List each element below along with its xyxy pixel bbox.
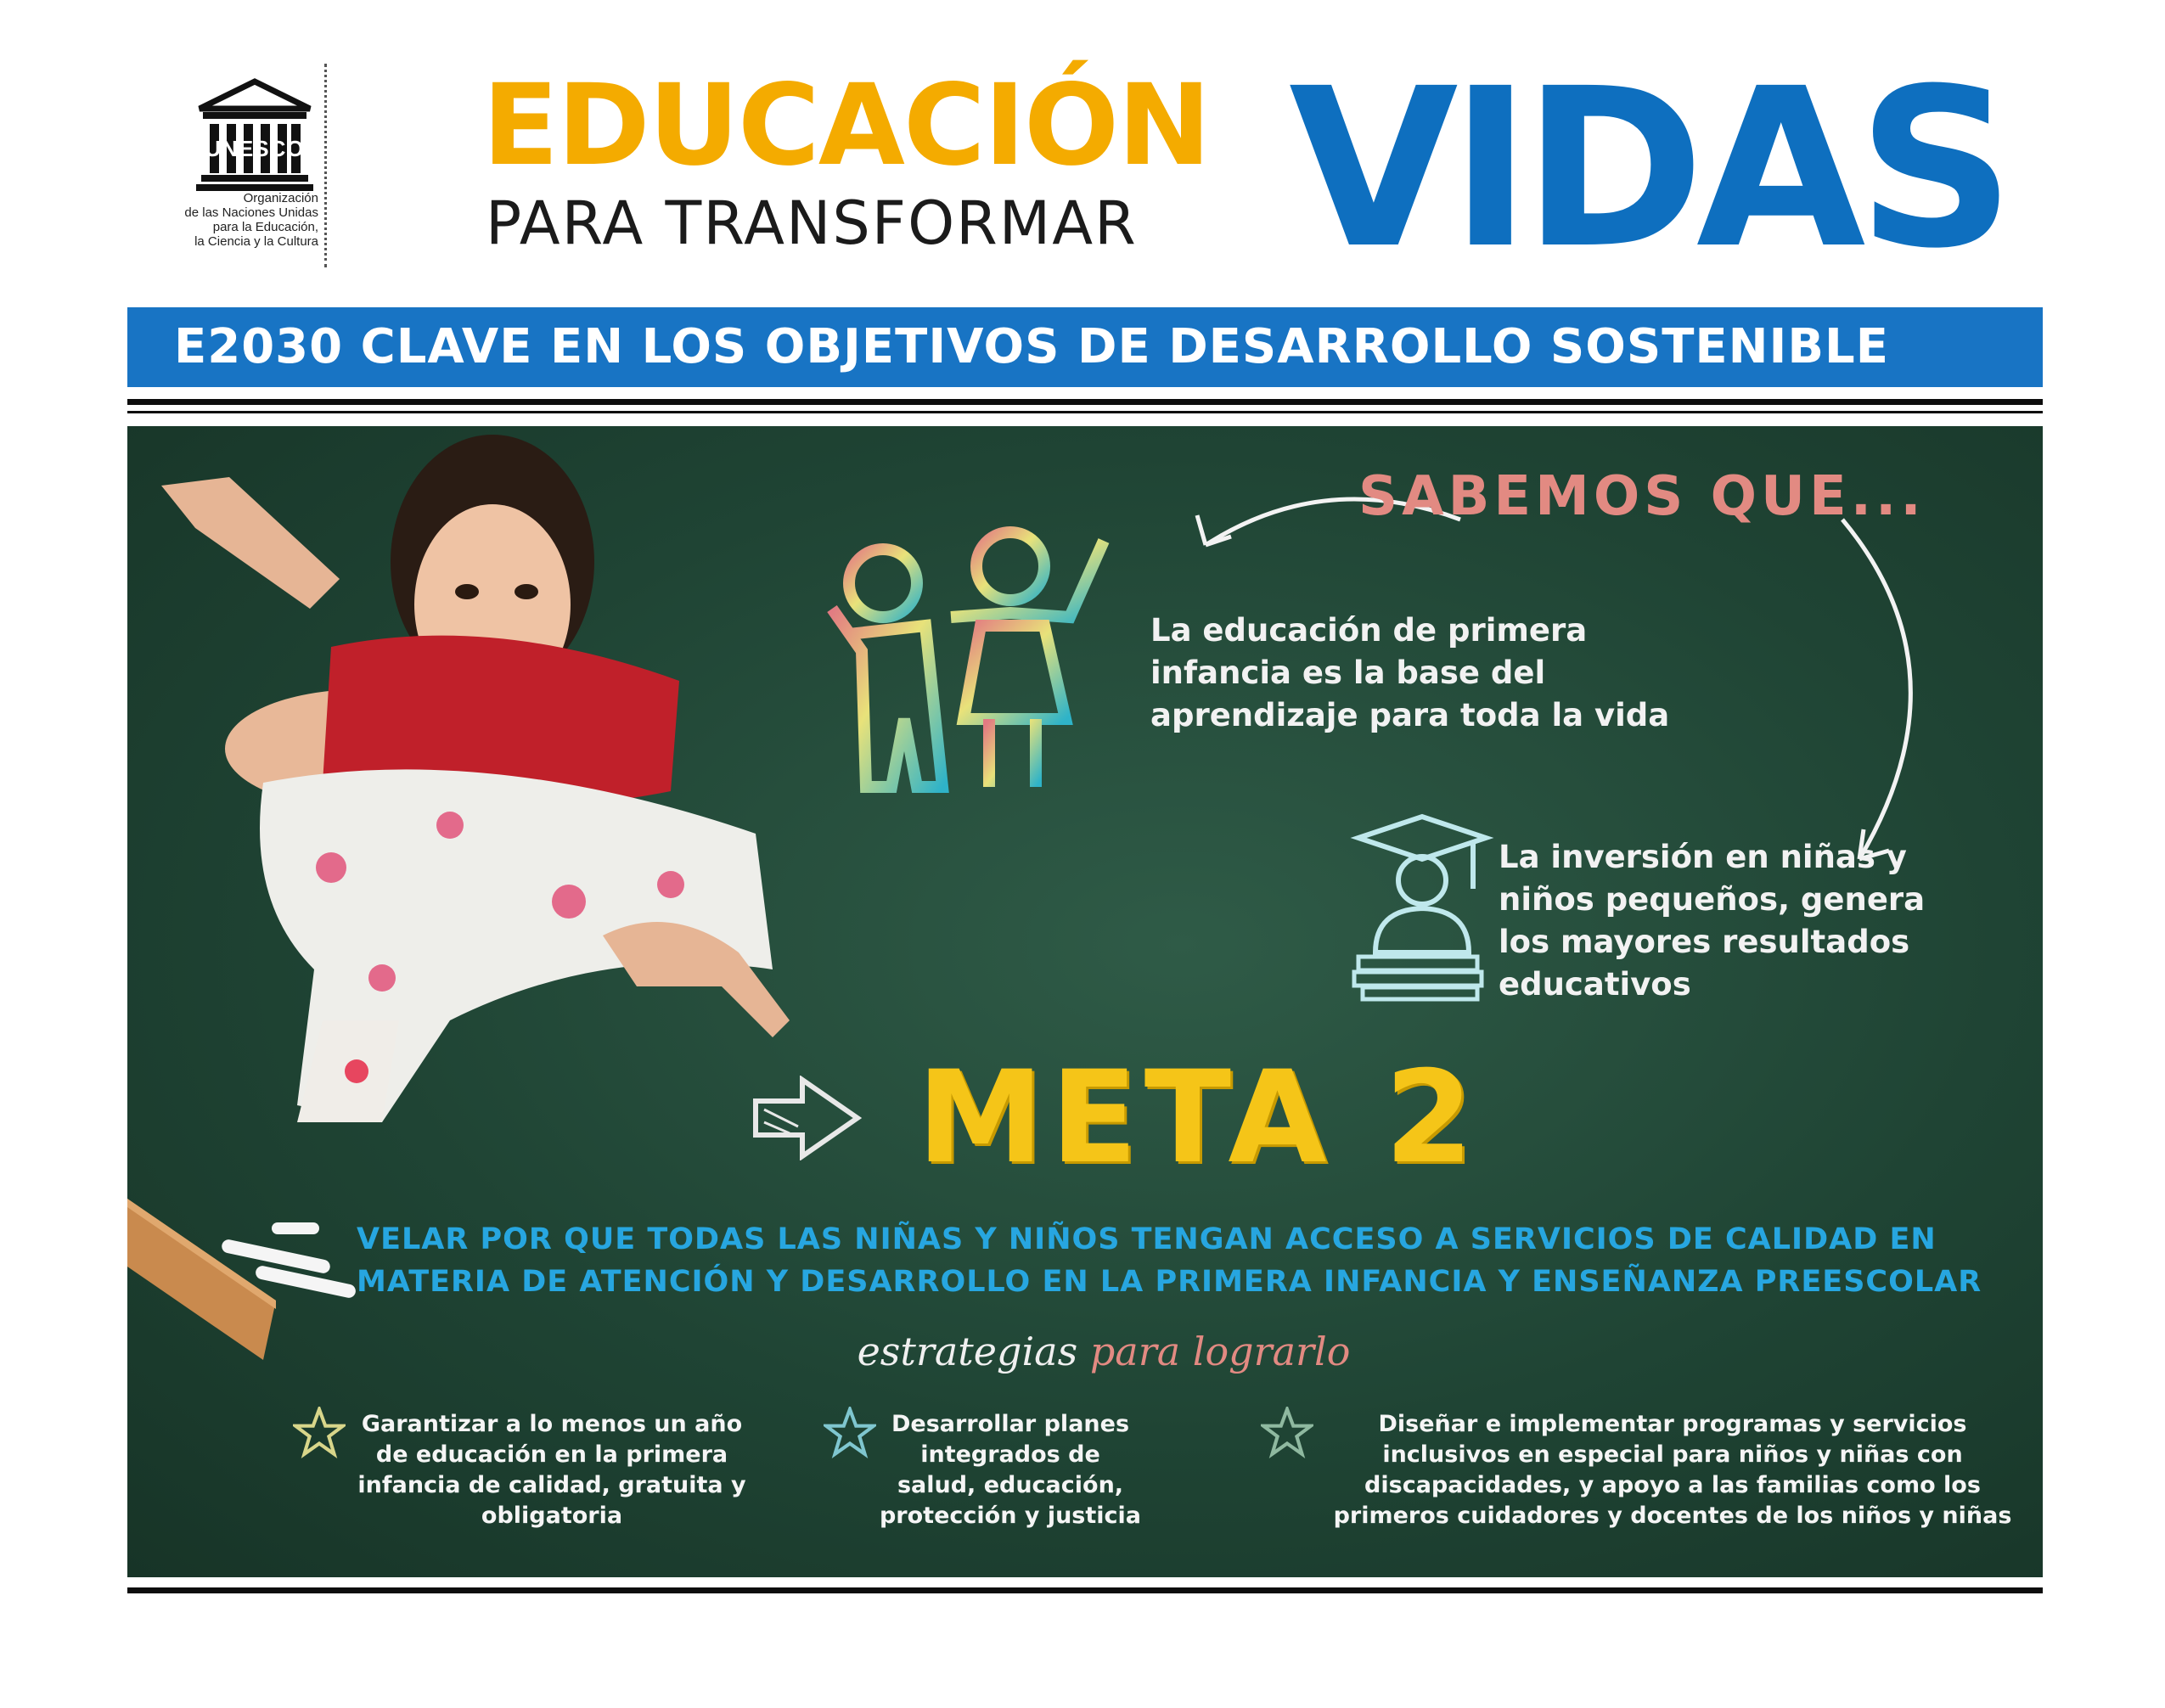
unesco-org-name (136, 191, 318, 249)
fact-line: La inversión en niñas y (1499, 839, 1907, 875)
fact-line: aprendizaje para toda la vida (1150, 697, 1670, 733)
star-icon (1261, 1407, 1313, 1459)
strategies-label (764, 1329, 1443, 1374)
graduate-books-icon (1341, 808, 1494, 1003)
title-vidas: VIDAS (1289, 42, 2007, 296)
strategy-line: infancia de calidad, gratuita y (357, 1472, 746, 1498)
objective-text (357, 1218, 1982, 1303)
star-icon (824, 1407, 876, 1459)
org-line: Organización (243, 191, 318, 205)
strategies-label-a: estrategias (857, 1329, 1078, 1374)
band-title: E2030 CLAVE EN LOS OBJETIVOS DE DESARROLLO SOSTENIBLE (174, 319, 1889, 374)
strategy-1 (344, 1409, 760, 1531)
strategy-line: Garantizar a lo menos un año (361, 1411, 743, 1437)
fact-line: los mayores resultados (1499, 924, 1910, 960)
fact-line: La educación de primera (1150, 612, 1588, 649)
title-educacion: EDUCACIÓN (482, 60, 1210, 191)
unesco-temple-icon (191, 75, 318, 194)
org-line: la Ciencia y la Cultura (194, 234, 318, 249)
children-icon (815, 507, 1138, 800)
org-line: de las Naciones Unidas (184, 205, 318, 220)
divider-top-thin (127, 411, 2043, 413)
title-para-transformar: PARA TRANSFORMAR (486, 188, 1138, 258)
strategy-line: Diseñar e implementar programas y servicios (1378, 1411, 1967, 1437)
sabemos-heading: SABEMOS QUE... (1358, 465, 1926, 528)
objective-line: MATERIA DE ATENCIÓN Y DESARROLLO EN LA PRIMERA INFANCIA Y ENSEÑANZA PREESCOLAR (357, 1265, 1982, 1299)
divider-top (127, 399, 2043, 405)
strategy-line: salud, educación, (897, 1472, 1124, 1498)
strategy-line: de educación en la primera (375, 1441, 728, 1468)
strategy-line: discapacidades, y apoyo a las familias como los (1364, 1472, 1981, 1498)
fact-line: educativos (1499, 966, 1691, 1003)
logo-divider (324, 64, 327, 267)
fact-line: infancia es la base del (1150, 655, 1546, 691)
strategy-line: Desarrollar planes (891, 1411, 1130, 1437)
objective-line: VELAR POR QUE TODAS LAS NIÑAS Y NIÑOS TENGAN ACCESO A SERVICIOS DE CALIDAD EN (357, 1222, 1937, 1256)
curved-arrow-icon (1817, 503, 1953, 893)
fact-line: niños pequeños, genera (1499, 881, 1926, 918)
org-line: para la Educación, (212, 220, 318, 234)
fact-early-childhood (1150, 610, 1762, 737)
arrow-right-icon (751, 1076, 862, 1160)
star-icon (293, 1407, 346, 1459)
strategy-3 (1324, 1409, 2021, 1531)
strategy-2 (874, 1409, 1146, 1531)
unesco-wordmark: UNESCO (205, 136, 305, 161)
meta-2-heading: META 2 (917, 1044, 1481, 1192)
strategies-label-b: para lograrlo (1089, 1329, 1351, 1374)
strategy-line: integrados de (920, 1441, 1100, 1468)
strategy-line: primeros cuidadores y docentes de los niños y niñas (1333, 1503, 2012, 1529)
divider-bottom (127, 1587, 2043, 1593)
strategy-line: obligatoria (481, 1503, 623, 1529)
fact-investment (1499, 836, 1974, 1006)
strategy-line: protección y justicia (879, 1503, 1142, 1529)
strategy-line: inclusivos en especial para niños y niñas con (1382, 1441, 1963, 1468)
